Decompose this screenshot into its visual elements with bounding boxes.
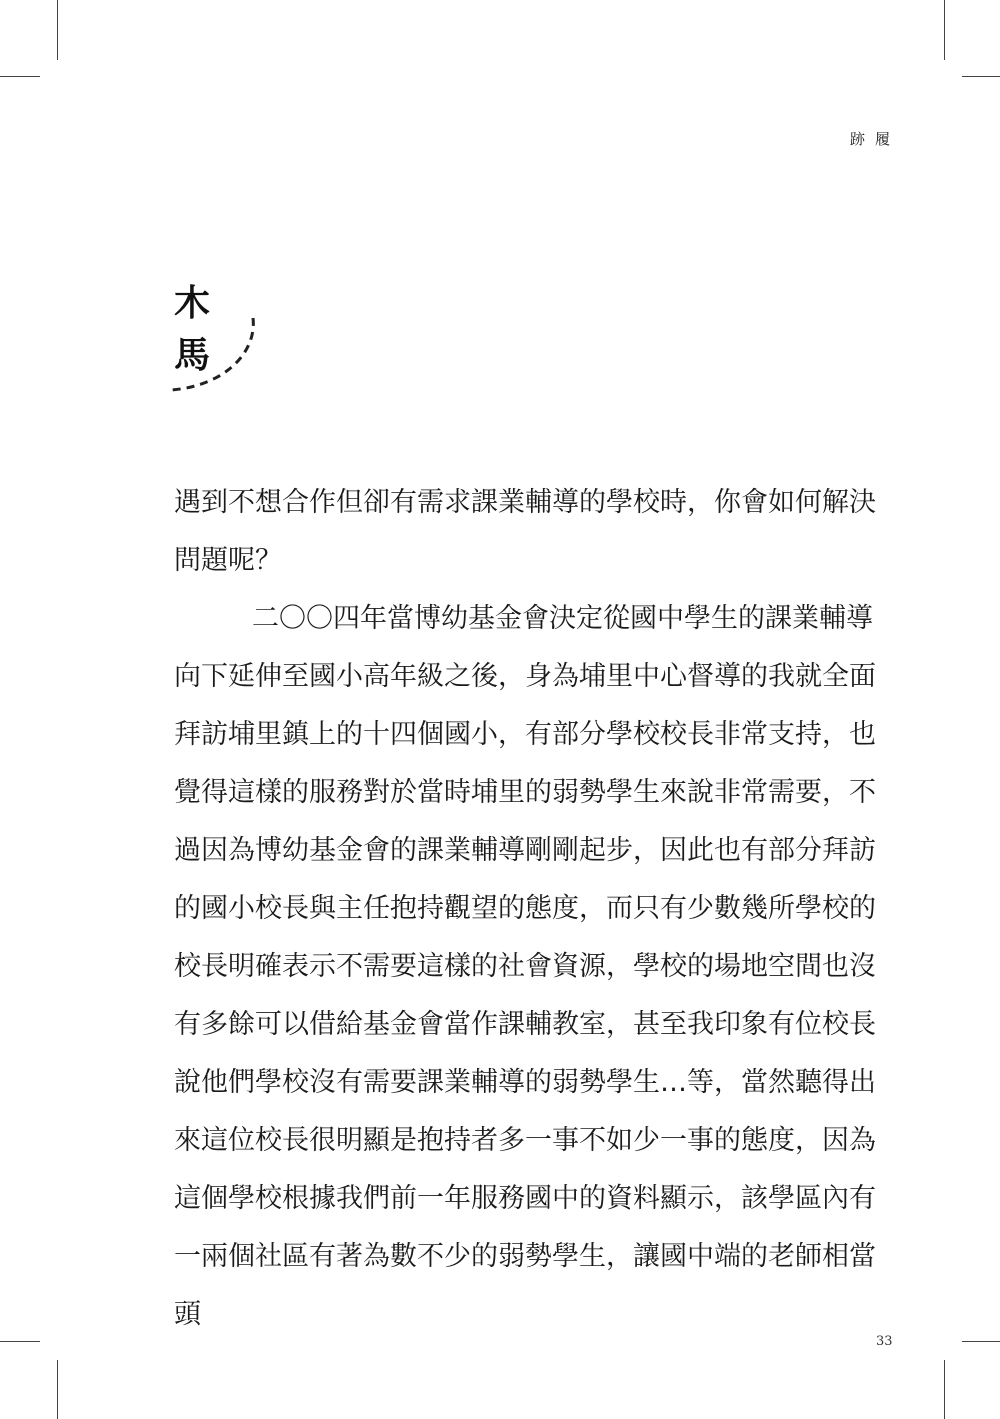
chapter-title-char-1: 木 — [174, 283, 211, 324]
question-line: 問題呢？ — [174, 545, 282, 576]
question-line: 遇到不想合作但卻有需求課業輔導的學校時，你會如何解決 — [174, 487, 876, 518]
crop-mark-bottom-right-vertical — [944, 1360, 945, 1419]
body-paragraph — [174, 590, 876, 1344]
body-line: 頭 — [174, 1299, 201, 1330]
body-line: 來這位校長很明顯是抱持者多一事不如少一事的態度，因為 — [174, 1125, 876, 1156]
crop-mark-bottom-right-horizontal — [962, 1341, 1000, 1342]
chapter-title-char-2: 馬 — [174, 335, 211, 376]
body-line: 二〇〇四年當博幼基金會決定從國中學生的課業輔導 — [252, 603, 873, 634]
body-line: 這個學校根據我們前一年服務國中的資料顯示，該學區內有 — [174, 1183, 876, 1214]
body-line: 過因為博幼基金會的課業輔導剛剛起步，因此也有部分拜訪 — [174, 835, 876, 866]
body-line: 一兩個社區有著為數不少的弱勢學生，讓國中端的老師相當 — [174, 1241, 876, 1272]
body-line: 的國小校長與主任抱持觀望的態度，而只有少數幾所學校的 — [174, 893, 876, 924]
body-line: 說他們學校沒有需要課業輔導的弱勢學生…等，當然聽得出 — [174, 1067, 876, 1098]
body-line: 拜訪埔里鎮上的十四個國小，有部分學校校長非常支持，也 — [174, 719, 876, 750]
title-dashed-arc — [165, 312, 265, 402]
crop-mark-top-left-vertical — [57, 0, 58, 60]
page-number: 33 — [876, 1334, 893, 1349]
question-paragraph — [174, 474, 876, 590]
body-line: 覺得這樣的服務對於當時埔里的弱勢學生來說非常需要，不 — [174, 777, 876, 808]
body-line: 校長明確表示不需要這樣的社會資源，學校的場地空間也沒 — [174, 951, 876, 982]
crop-mark-top-right-vertical — [944, 0, 945, 60]
running-head: 跡履 — [849, 130, 900, 148]
crop-mark-top-left-horizontal — [0, 76, 40, 77]
body-line: 向下延伸至國小高年級之後，身為埔里中心督導的我就全面 — [174, 661, 876, 692]
crop-mark-bottom-left-vertical — [57, 1360, 58, 1419]
body-line: 有多餘可以借給基金會當作課輔教室，甚至我印象有位校長 — [174, 1009, 876, 1040]
crop-mark-top-right-horizontal — [962, 76, 1000, 77]
crop-mark-bottom-left-horizontal — [0, 1341, 40, 1342]
